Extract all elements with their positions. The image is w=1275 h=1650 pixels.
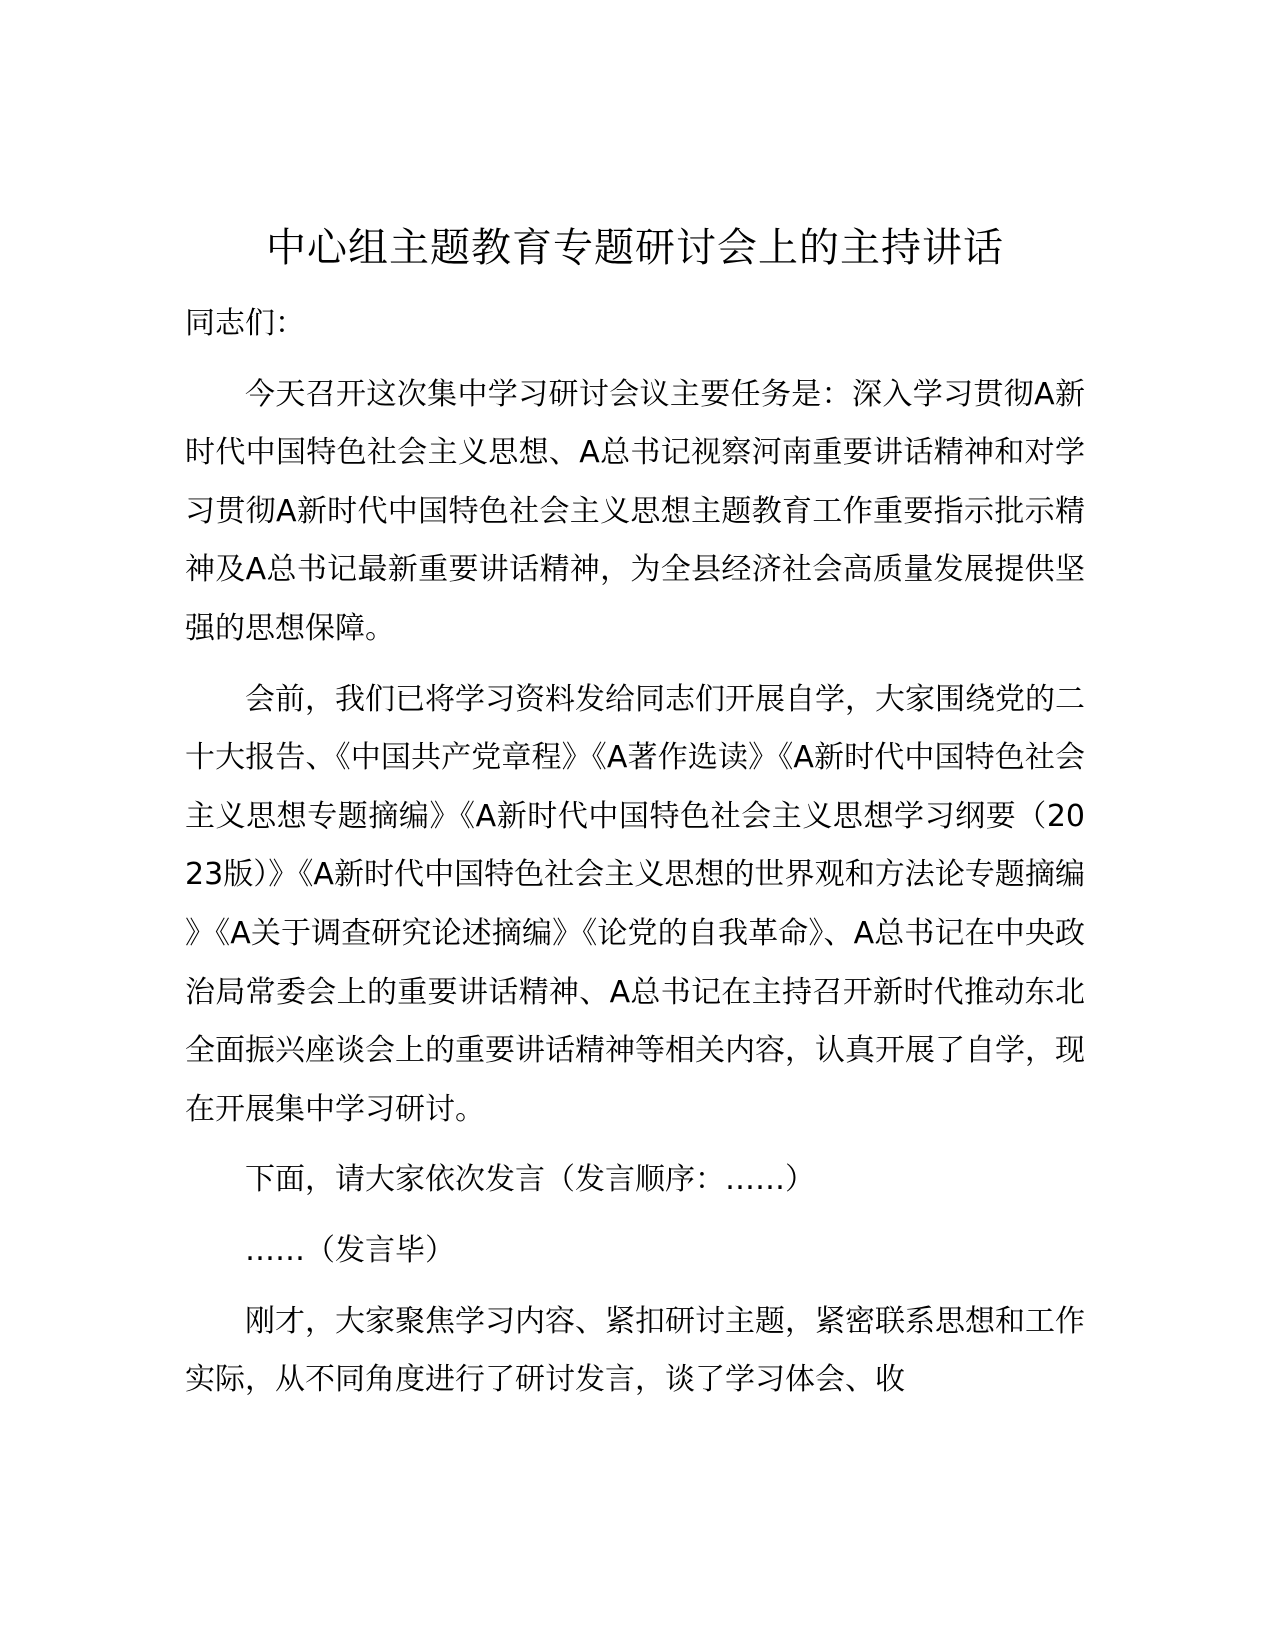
- paragraph-summary: 刚才，大家聚焦学习内容、紧扣研讨主题，紧密联系思想和工作实际，从不同角度进行了研讨发言，谈了学习体会、收: [185, 1303, 1085, 1398]
- document-title: 中心组主题教育专题研讨会上的主持讲话: [266, 225, 1004, 271]
- document-body: [185, 295, 1085, 1422]
- paragraph-speech-end: ……（发言毕）: [245, 1232, 455, 1268]
- paragraph-pre-study: 会前，我们已将学习资料发给同志们开展自学，大家围绕党的二十大报告、《中国共产党章程》《A著作选读》《A新时代中国特色社会主义思想专题摘编》《A新时代中国特色社会主义思想学习纲要（2023版）》《A新时代中国特色社会主义思想的世界观和方法论专题摘编》《A关于调查研究论述摘编》《论党的自我革命》、A总书记在中央政治局常委会上的重要讲话精神、A总书记在主持召开新时代推动东北全面振兴座谈会上的重要讲话精神等相关内容，认真开展了自学，现在开展集中学习研讨。: [185, 681, 1085, 1127]
- paragraph-task: 今天召开这次集中学习研讨会议主要任务是：深入学习贯彻A新时代中国特色社会主义思想、A总书记视察河南重要讲话精神和对学习贯彻A新时代中国特色社会主义思想主题教育工作重要指示批示精神及A总书记最新重要讲话精神，为全县经济社会高质量发展提供坚强的思想保障。: [185, 376, 1085, 646]
- paragraph-speech-order: 下面，请大家依次发言（发言顺序：……）: [245, 1162, 815, 1198]
- salutation: 同志们：: [185, 306, 305, 341]
